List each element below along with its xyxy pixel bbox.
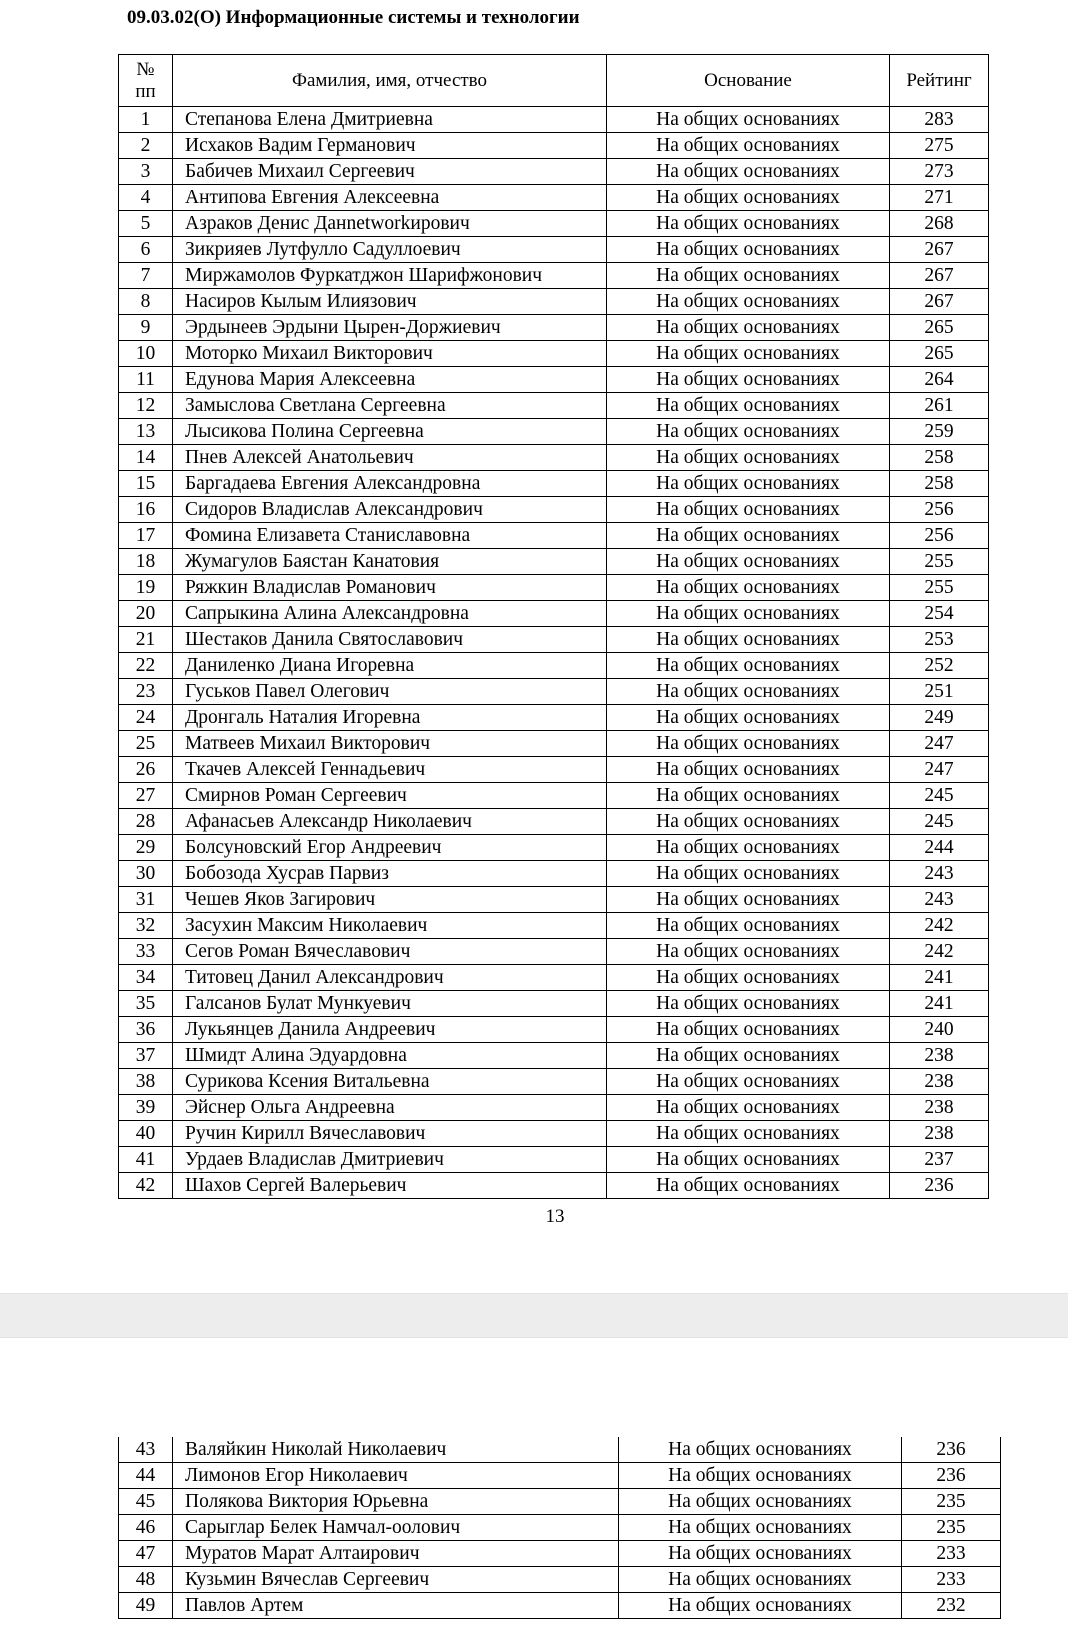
student-name: Лимонов Егор Николаевич	[173, 1463, 619, 1489]
row-number: 1	[119, 107, 173, 133]
rating-table-continued	[118, 1437, 1001, 1619]
rating-score: 242	[890, 913, 989, 939]
admission-basis: На общих основаниях	[607, 393, 890, 419]
table-row	[119, 1121, 989, 1147]
student-name: Ручин Кирилл Вячеславович	[173, 1121, 607, 1147]
admission-basis: На общих основаниях	[607, 549, 890, 575]
column-header-name: Фамилия, имя, отчество	[173, 55, 607, 107]
row-number: 36	[119, 1017, 173, 1043]
row-number: 33	[119, 939, 173, 965]
row-number: 49	[119, 1593, 173, 1619]
admission-basis: На общих основаниях	[607, 731, 890, 757]
row-number: 29	[119, 835, 173, 861]
student-name: Кузьмин Вячеслав Сергеевич	[173, 1567, 619, 1593]
row-number: 4	[119, 185, 173, 211]
admission-basis: На общих основаниях	[607, 705, 890, 731]
row-number: 25	[119, 731, 173, 757]
rating-score: 265	[890, 341, 989, 367]
student-name: Ряжкин Владислав Романович	[173, 575, 607, 601]
student-name: Баргадаева Евгения Александровна	[173, 471, 607, 497]
admission-basis: На общих основаниях	[607, 419, 890, 445]
rating-score: 267	[890, 289, 989, 315]
rating-score: 267	[890, 263, 989, 289]
student-name: Шахов Сергей Валерьевич	[173, 1173, 607, 1199]
student-name: Сарыглар Белек Намчал-оолович	[173, 1515, 619, 1541]
rating-score: 249	[890, 705, 989, 731]
rating-score: 233	[902, 1541, 1001, 1567]
admission-basis: На общих основаниях	[619, 1515, 902, 1541]
row-number: 3	[119, 159, 173, 185]
rating-score: 275	[890, 133, 989, 159]
row-number: 47	[119, 1541, 173, 1567]
admission-basis: На общих основаниях	[607, 861, 890, 887]
admission-basis: На общих основаниях	[607, 575, 890, 601]
row-number: 9	[119, 315, 173, 341]
table-row	[119, 393, 989, 419]
admission-basis: На общих основаниях	[607, 1017, 890, 1043]
student-name: Павлов Артем	[173, 1593, 619, 1619]
table-row	[119, 237, 989, 263]
admission-basis: На общих основаниях	[607, 1147, 890, 1173]
table-row	[119, 1017, 989, 1043]
rating-score: 235	[902, 1489, 1001, 1515]
table-row	[119, 133, 989, 159]
row-number: 30	[119, 861, 173, 887]
student-name: Лысикова Полина Сергеевна	[173, 419, 607, 445]
admission-basis: На общих основаниях	[619, 1541, 902, 1567]
admission-basis: На общих основаниях	[607, 1095, 890, 1121]
row-number: 21	[119, 627, 173, 653]
rating-score: 254	[890, 601, 989, 627]
rating-score: 238	[890, 1121, 989, 1147]
table-row	[119, 341, 989, 367]
admission-basis: На общих основаниях	[607, 523, 890, 549]
student-name: Замыслова Светлана Сергеевна	[173, 393, 607, 419]
row-number: 34	[119, 965, 173, 991]
column-header-number-sign: №	[136, 58, 155, 80]
rating-score: 233	[902, 1567, 1001, 1593]
admission-basis: На общих основаниях	[607, 1043, 890, 1069]
admission-basis: На общих основаниях	[607, 783, 890, 809]
rating-score: 241	[890, 991, 989, 1017]
table-row	[119, 627, 989, 653]
page-title: 09.03.02(О) Информационные системы и технологии	[127, 7, 580, 28]
admission-basis: На общих основаниях	[619, 1437, 902, 1463]
table-row	[119, 1541, 1001, 1567]
rating-score: 265	[890, 315, 989, 341]
student-name: Гуськов Павел Олегович	[173, 679, 607, 705]
rating-score: 232	[902, 1593, 1001, 1619]
row-number: 32	[119, 913, 173, 939]
admission-basis: На общих основаниях	[607, 367, 890, 393]
student-name: Афанасьев Александр Николаевич	[173, 809, 607, 835]
student-name: Галсанов Булат Мункуевич	[173, 991, 607, 1017]
admission-basis: На общих основаниях	[607, 991, 890, 1017]
column-header-number-abbr: пп	[135, 80, 156, 102]
table-row	[119, 601, 989, 627]
rating-score: 245	[890, 783, 989, 809]
rating-score: 240	[890, 1017, 989, 1043]
row-number: 5	[119, 211, 173, 237]
rating-score: 236	[902, 1463, 1001, 1489]
column-header-rating: Рейтинг	[890, 55, 989, 107]
row-number: 46	[119, 1515, 173, 1541]
row-number: 19	[119, 575, 173, 601]
rating-score: 237	[890, 1147, 989, 1173]
admission-basis: На общих основаниях	[607, 809, 890, 835]
row-number: 11	[119, 367, 173, 393]
admission-basis: На общих основаниях	[607, 835, 890, 861]
rating-score: 271	[890, 185, 989, 211]
admission-basis: На общих основаниях	[607, 1069, 890, 1095]
row-number: 24	[119, 705, 173, 731]
student-name: Даниленко Диана Игоревна	[173, 653, 607, 679]
rating-score: 236	[890, 1173, 989, 1199]
admission-basis: На общих основаниях	[619, 1463, 902, 1489]
student-name: Дронгаль Наталия Игоревна	[173, 705, 607, 731]
row-number: 15	[119, 471, 173, 497]
table-row	[119, 289, 989, 315]
table-row	[119, 705, 989, 731]
student-name: Засухин Максим Николаевич	[173, 913, 607, 939]
admission-basis: На общих основаниях	[607, 185, 890, 211]
student-name: Болсуновский Егор Андреевич	[173, 835, 607, 861]
student-name: Сурикова Ксения Витальевна	[173, 1069, 607, 1095]
student-name: Сидоров Владислав Александрович	[173, 497, 607, 523]
student-name: Шестаков Данила Святославович	[173, 627, 607, 653]
table-row	[119, 835, 989, 861]
row-number: 18	[119, 549, 173, 575]
table-row	[119, 1463, 1001, 1489]
row-number: 37	[119, 1043, 173, 1069]
rating-score: 256	[890, 523, 989, 549]
table-row	[119, 939, 989, 965]
row-number: 44	[119, 1463, 173, 1489]
student-name: Лукьянцев Данила Андреевич	[173, 1017, 607, 1043]
row-number: 41	[119, 1147, 173, 1173]
admission-basis: На общих основаниях	[607, 263, 890, 289]
rating-score: 268	[890, 211, 989, 237]
rating-score: 236	[902, 1437, 1001, 1463]
rating-score: 235	[902, 1515, 1001, 1541]
admission-basis: На общих основаниях	[607, 601, 890, 627]
rating-score: 243	[890, 861, 989, 887]
rating-score: 264	[890, 367, 989, 393]
rating-score: 273	[890, 159, 989, 185]
rating-score: 256	[890, 497, 989, 523]
table-row	[119, 1489, 1001, 1515]
row-number: 10	[119, 341, 173, 367]
row-number: 27	[119, 783, 173, 809]
table-row	[119, 159, 989, 185]
table-header-row	[119, 55, 989, 107]
rating-score: 243	[890, 887, 989, 913]
student-name: Сегов Роман Вячеславович	[173, 939, 607, 965]
table-row	[119, 913, 989, 939]
rating-score: 238	[890, 1095, 989, 1121]
admission-basis: На общих основаниях	[607, 939, 890, 965]
table-row	[119, 861, 989, 887]
rating-score: 267	[890, 237, 989, 263]
admission-basis: На общих основаниях	[607, 471, 890, 497]
table-row	[119, 1593, 1001, 1619]
rating-score: 255	[890, 549, 989, 575]
table-row	[119, 1515, 1001, 1541]
rating-score: 245	[890, 809, 989, 835]
row-number: 16	[119, 497, 173, 523]
admission-basis: На общих основаниях	[619, 1567, 902, 1593]
admission-basis: На общих основаниях	[607, 341, 890, 367]
admission-basis: На общих основаниях	[607, 211, 890, 237]
row-number: 14	[119, 445, 173, 471]
rating-score: 253	[890, 627, 989, 653]
table-row	[119, 1173, 989, 1199]
row-number: 40	[119, 1121, 173, 1147]
student-name: Бобозода Хусрав Парвиз	[173, 861, 607, 887]
row-number: 8	[119, 289, 173, 315]
row-number: 26	[119, 757, 173, 783]
student-name: Валяйкин Николай Николаевич	[173, 1437, 619, 1463]
page-number: 13	[545, 1206, 565, 1227]
student-name: Жумагулов Баястан Канатовия	[173, 549, 607, 575]
row-number: 45	[119, 1489, 173, 1515]
table-row	[119, 263, 989, 289]
student-name: Титовец Данил Александрович	[173, 965, 607, 991]
row-number: 7	[119, 263, 173, 289]
table-row	[119, 991, 989, 1017]
row-number: 38	[119, 1069, 173, 1095]
table-row	[119, 809, 989, 835]
table-row	[119, 471, 989, 497]
rating-score: 238	[890, 1043, 989, 1069]
table-row	[119, 887, 989, 913]
table-row	[119, 731, 989, 757]
table-row	[119, 679, 989, 705]
row-number: 6	[119, 237, 173, 263]
table-row	[119, 965, 989, 991]
admission-basis: На общих основаниях	[607, 445, 890, 471]
row-number: 28	[119, 809, 173, 835]
admission-basis: На общих основаниях	[607, 107, 890, 133]
student-name: Шмидт Алина Эдуардовна	[173, 1043, 607, 1069]
admission-basis: На общих основаниях	[607, 1173, 890, 1199]
student-name: Пнев Алексей Анатольевич	[173, 445, 607, 471]
student-name: Муратов Марат Алтаирович	[173, 1541, 619, 1567]
table-row	[119, 445, 989, 471]
admission-basis: На общих основаниях	[619, 1593, 902, 1619]
rating-score: 241	[890, 965, 989, 991]
rating-score: 255	[890, 575, 989, 601]
row-number: 31	[119, 887, 173, 913]
rating-score: 242	[890, 939, 989, 965]
rating-score: 251	[890, 679, 989, 705]
table-row	[119, 549, 989, 575]
table-row	[119, 1437, 1001, 1463]
admission-basis: На общих основаниях	[607, 887, 890, 913]
admission-basis: На общих основаниях	[607, 913, 890, 939]
admission-basis: На общих основаниях	[607, 237, 890, 263]
table-row	[119, 783, 989, 809]
student-name: Моторко Михаил Викторович	[173, 341, 607, 367]
student-name: Урдаев Владислав Дмитриевич	[173, 1147, 607, 1173]
table-row	[119, 1095, 989, 1121]
table-row	[119, 1069, 989, 1095]
row-number: 48	[119, 1567, 173, 1593]
rating-score: 283	[890, 107, 989, 133]
table-row	[119, 185, 989, 211]
page-separator	[0, 1293, 1068, 1338]
rating-score: 258	[890, 471, 989, 497]
admission-basis: На общих основаниях	[607, 1121, 890, 1147]
admission-basis: На общих основаниях	[607, 289, 890, 315]
student-name: Матвеев Михаил Викторович	[173, 731, 607, 757]
admission-basis: На общих основаниях	[607, 757, 890, 783]
rating-score: 259	[890, 419, 989, 445]
student-name: Едунова Мария Алексеевна	[173, 367, 607, 393]
table-row	[119, 211, 989, 237]
row-number: 43	[119, 1437, 173, 1463]
rating-score: 252	[890, 653, 989, 679]
rating-score: 238	[890, 1069, 989, 1095]
student-name: Исхаков Вадим Германович	[173, 133, 607, 159]
student-name: Насиров Кылым Илиязович	[173, 289, 607, 315]
student-name: Эрдынеев Эрдыни Цырен-Доржиевич	[173, 315, 607, 341]
student-name: Зикрияев Лутфулло Садуллоевич	[173, 237, 607, 263]
student-name: Эйснер Ольга Андреевна	[173, 1095, 607, 1121]
row-number: 2	[119, 133, 173, 159]
table-row	[119, 1043, 989, 1069]
student-name: Ткачев Алексей Геннадьевич	[173, 757, 607, 783]
rating-score: 244	[890, 835, 989, 861]
table-body	[119, 107, 989, 1199]
student-name: Фомина Елизавета Станиславовна	[173, 523, 607, 549]
rating-score: 247	[890, 731, 989, 757]
row-number: 20	[119, 601, 173, 627]
row-number: 13	[119, 419, 173, 445]
rating-score: 258	[890, 445, 989, 471]
student-name: Азраков Денис Данnetworkирович	[173, 211, 607, 237]
rating-score: 261	[890, 393, 989, 419]
admission-basis: На общих основаниях	[607, 315, 890, 341]
student-name: Миржамолов Фуркатджон Шарифжонович	[173, 263, 607, 289]
admission-basis: На общих основаниях	[607, 627, 890, 653]
table-row	[119, 575, 989, 601]
student-name: Смирнов Роман Сергеевич	[173, 783, 607, 809]
table-row	[119, 653, 989, 679]
row-number: 39	[119, 1095, 173, 1121]
student-name: Сапрыкина Алина Александровна	[173, 601, 607, 627]
row-number: 12	[119, 393, 173, 419]
student-name: Степанова Елена Дмитриевна	[173, 107, 607, 133]
student-name: Полякова Виктория Юрьевна	[173, 1489, 619, 1515]
admission-basis: На общих основаниях	[607, 679, 890, 705]
student-name: Бабичев Михаил Сергеевич	[173, 159, 607, 185]
table-row	[119, 1567, 1001, 1593]
admission-basis: На общих основаниях	[607, 965, 890, 991]
student-name: Чешев Яков Загирович	[173, 887, 607, 913]
column-header-basis: Основание	[607, 55, 890, 107]
student-name: Антипова Евгения Алексеевна	[173, 185, 607, 211]
admission-basis: На общих основаниях	[607, 133, 890, 159]
table-row	[119, 315, 989, 341]
admission-basis: На общих основаниях	[607, 497, 890, 523]
row-number: 35	[119, 991, 173, 1017]
table-row	[119, 497, 989, 523]
table-row	[119, 757, 989, 783]
row-number: 17	[119, 523, 173, 549]
table-row	[119, 523, 989, 549]
table-body	[119, 1437, 1001, 1619]
admission-basis: На общих основаниях	[619, 1489, 902, 1515]
column-header-number	[119, 55, 173, 107]
rating-table	[118, 54, 989, 1199]
admission-basis: На общих основаниях	[607, 159, 890, 185]
row-number: 23	[119, 679, 173, 705]
table-row	[119, 107, 989, 133]
table-row	[119, 419, 989, 445]
admission-basis: На общих основаниях	[607, 653, 890, 679]
row-number: 42	[119, 1173, 173, 1199]
table-row	[119, 1147, 989, 1173]
rating-score: 247	[890, 757, 989, 783]
row-number: 22	[119, 653, 173, 679]
table-row	[119, 367, 989, 393]
